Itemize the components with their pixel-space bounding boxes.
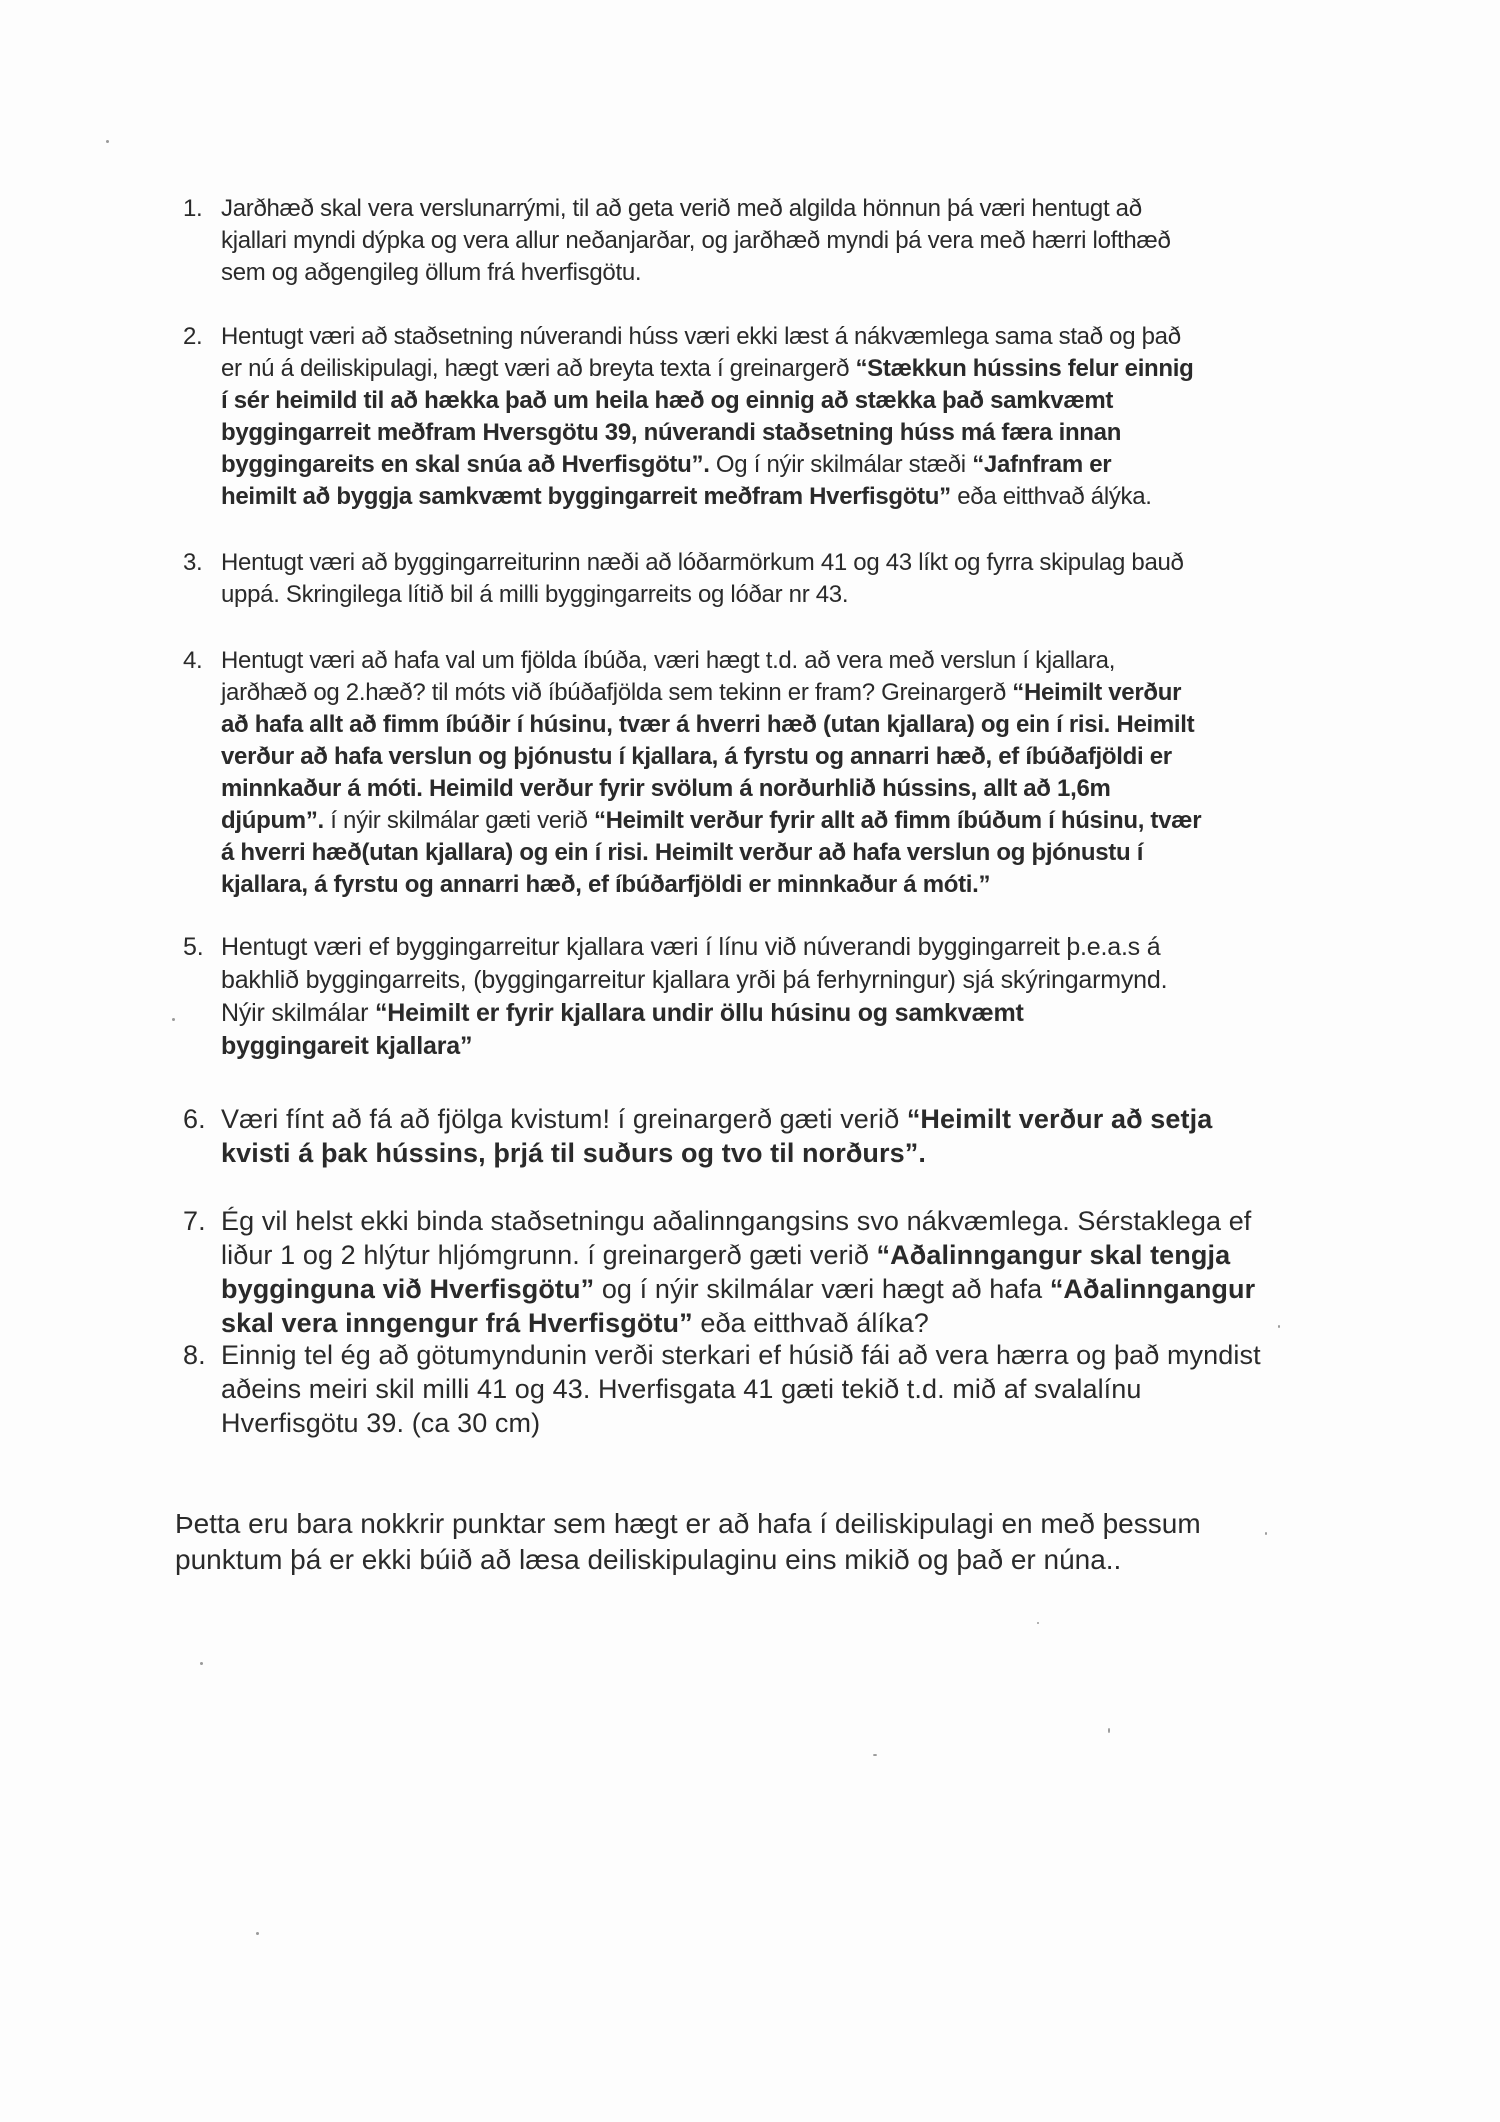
list-item-6 xyxy=(183,1102,1398,1170)
item-number: 7. xyxy=(183,1206,206,1236)
quoted-text: byggingareits en skal snúa að Hverfisgötu”. xyxy=(221,451,710,478)
quoted-text: “Heimilt verður að setja xyxy=(906,1104,1213,1134)
quoted-text: djúpum”. xyxy=(221,807,324,834)
quoted-text: “Heimilt er fyrir kjallara undir öllu húsinu og samkvæmt xyxy=(374,999,1024,1027)
text-run: eða eitthvað álíka? xyxy=(692,1308,929,1338)
quoted-text: “Aðalinngangur skal tengja xyxy=(876,1240,1231,1270)
item-text xyxy=(221,931,1398,1063)
text-line xyxy=(221,837,1398,869)
item-text xyxy=(221,1338,1398,1440)
text-run: jarðhæð og 2.hæð? til móts við íbúðafjölda sem tekinn er fram? Greinargerð xyxy=(221,679,1013,706)
scan-speck xyxy=(200,1662,203,1665)
text-line xyxy=(221,964,1398,997)
text-line xyxy=(221,449,1398,481)
item-text xyxy=(221,645,1398,901)
text-line xyxy=(221,1102,1398,1136)
text-line xyxy=(221,1030,1398,1063)
quoted-text: heimilt að byggja samkvæmt byggingarreit meðfram Hverfisgötu” xyxy=(221,483,951,510)
text-line xyxy=(221,869,1398,901)
text-run: liður 1 og 2 hlýtur hljómgrunn. í greinargerð gæti verið xyxy=(221,1240,877,1270)
text-run: Einnig tel ég að götumyndunin verði sterkari ef húsið fái að vera hærra og það myndist xyxy=(221,1340,1261,1370)
quoted-text: “Heimilt verður xyxy=(1012,679,1182,706)
text-run: er nú á deiliskipulagi, hægt væri að breyta texta í greinargerð xyxy=(221,355,856,382)
list-item-8 xyxy=(183,1338,1398,1440)
item-text xyxy=(221,547,1398,611)
text-line xyxy=(221,385,1398,417)
text-line xyxy=(221,997,1398,1030)
quoted-text: byggingareit kjallara” xyxy=(221,1032,473,1060)
scan-speck xyxy=(873,1754,877,1756)
closing-line: punktum þá er ekki búið að læsa deiliskipulaginu eins mikið og það er núna.. xyxy=(175,1544,1122,1575)
item-text xyxy=(221,1102,1398,1170)
text-line xyxy=(221,1238,1398,1272)
text-line xyxy=(221,709,1398,741)
scan-speck xyxy=(172,1018,175,1021)
item-text xyxy=(221,193,1398,289)
text-line xyxy=(221,353,1398,385)
quoted-text: í sér heimild til að hækka það um heila hæð og einnig að stækka það samkvæmt xyxy=(221,387,1114,414)
text-run: Hentugt væri að hafa val um fjölda íbúða, væri hægt t.d. að vera með verslun í kjallara, xyxy=(221,647,1116,674)
scan-speck xyxy=(256,1932,259,1935)
quoted-text: minnkaður á móti. Heimild verður fyrir svölum á norðurhlið hússins, allt að 1,6m xyxy=(221,775,1111,802)
text-line xyxy=(221,677,1398,709)
text-line xyxy=(221,1136,1398,1170)
quoted-text: bygginguna við Hverfisgötu” xyxy=(221,1274,595,1304)
text-run: Hentugt væri að staðsetning núverandi húss væri ekki læst á nákvæmlega sama stað og það xyxy=(221,323,1181,350)
text-line xyxy=(221,1338,1398,1372)
text-run: sem og aðgengileg öllum frá hverfisgötu. xyxy=(221,259,642,286)
text-run: Hverfisgötu 39. (ca 30 cm) xyxy=(221,1408,541,1438)
text-run: uppá. Skringilega lítið bil á milli byggingarreits og lóðar nr 43. xyxy=(221,581,849,608)
quoted-text: “Heimilt verður fyrir allt að fimm íbúðum í húsinu, tvær xyxy=(593,807,1202,834)
text-run: eða eitthvað álýka. xyxy=(950,483,1152,510)
text-line xyxy=(221,741,1398,773)
scan-speck xyxy=(1108,1728,1110,1733)
quoted-text: kvisti á þak hússins, þrjá til suðurs og tvo til norðurs”. xyxy=(221,1138,926,1168)
quoted-text: kjallara, á fyrstu og annarri hæð, ef íbúðarfjöldi er minnkaður á móti.” xyxy=(221,871,991,898)
list-item-4 xyxy=(183,645,1398,901)
quoted-text: “Aðalinngangur xyxy=(1049,1274,1256,1304)
text-run: Ég vil helst ekki binda staðsetningu aðalinngangsins svo nákvæmlega. Sérstaklega ef xyxy=(221,1206,1252,1236)
text-run: Jarðhæð skal vera verslunarrými, til að geta verið með algilda hönnun þá væri hentugt að xyxy=(221,195,1142,222)
list-item-7 xyxy=(183,1204,1398,1340)
scan-speck xyxy=(1265,1532,1267,1535)
quoted-text: “Jafnfram er xyxy=(972,451,1112,478)
text-line xyxy=(221,481,1398,513)
text-line xyxy=(221,805,1398,837)
list-item-1 xyxy=(183,193,1398,289)
text-run: og í nýir skilmálar væri hægt að hafa xyxy=(594,1274,1050,1304)
quoted-text: á hverri hæð(utan kjallara) og ein í risi. Heimilt verður að hafa verslun og þjónustu í xyxy=(221,839,1144,866)
closing-line: Þetta eru bara nokkrir punktar sem hægt er að hafa í deiliskipulagi en með þessum xyxy=(175,1508,1201,1539)
text-line xyxy=(221,1204,1398,1238)
quoted-text: skal vera inngengur frá Hverfisgötu” xyxy=(221,1308,693,1338)
text-run: í nýir skilmálar gæti verið xyxy=(323,807,594,834)
item-number: 1. xyxy=(183,195,203,222)
text-line xyxy=(221,1406,1398,1440)
item-number: 6. xyxy=(183,1104,206,1134)
quoted-text: “Stækkun hússins felur einnig xyxy=(855,355,1194,382)
text-line xyxy=(221,417,1398,449)
text-line xyxy=(221,1272,1398,1306)
text-line xyxy=(221,547,1398,579)
text-run: aðeins meiri skil milli 41 og 43. Hverfisgata 41 gæti tekið t.d. mið af svalalínu xyxy=(221,1374,1142,1404)
text-line xyxy=(221,321,1398,353)
item-number: 8. xyxy=(183,1340,206,1370)
list-item-2 xyxy=(183,321,1398,513)
text-line xyxy=(221,1306,1398,1340)
list-item-5 xyxy=(183,931,1398,1063)
scan-speck xyxy=(106,140,109,143)
item-text xyxy=(221,321,1398,513)
text-line xyxy=(221,773,1398,805)
item-number: 5. xyxy=(183,933,204,961)
list-item-3 xyxy=(183,547,1398,611)
quoted-text: verður að hafa verslun og þjónustu í kjallara, á fyrstu og annarri hæð, ef íbúðafjöldi er xyxy=(221,743,1172,770)
text-run: kjallari myndi dýpka og vera allur neðanjarðar, og jarðhæð myndi þá vera með hærri lofthæð xyxy=(221,227,1171,254)
text-run: Hentugt væri að byggingarreiturinn næði að lóðarmörkum 41 og 43 líkt og fyrra skipulag bauð xyxy=(221,549,1184,576)
text-line xyxy=(221,257,1398,289)
item-number: 4. xyxy=(183,647,203,674)
item-text xyxy=(221,1204,1398,1340)
quoted-text: að hafa allt að fimm íbúðir í húsinu, tvær á hverri hæð (utan kjallara) og ein í risi. Heimilt xyxy=(221,711,1195,738)
text-run: bakhlið byggingarreits, (byggingarreitur kjallara yrði þá ferhyrningur) sjá skýringarmynd. xyxy=(221,966,1168,994)
text-run: Og í nýir skilmálar stæði xyxy=(709,451,973,478)
text-run: Nýir skilmálar xyxy=(221,999,375,1027)
quoted-text: byggingarreit meðfram Hversgötu 39, núverandi staðsetning húss má færa innan xyxy=(221,419,1122,446)
scan-speck xyxy=(1278,1325,1280,1328)
scan-speck xyxy=(1037,1622,1039,1624)
item-number: 2. xyxy=(183,323,203,350)
text-line xyxy=(221,1372,1398,1406)
text-line xyxy=(221,225,1398,257)
text-line xyxy=(221,645,1398,677)
item-number: 3. xyxy=(183,549,203,576)
text-run: Hentugt væri ef byggingarreitur kjallara væri í línu við núverandi byggingarreit þ.e.a.s á xyxy=(221,933,1161,961)
closing-paragraph xyxy=(175,1506,1201,1578)
text-run: Væri fínt að fá að fjölga kvistum! í greinargerð gæti verið xyxy=(221,1104,907,1134)
text-line xyxy=(221,931,1398,964)
text-line xyxy=(221,579,1398,611)
text-line xyxy=(221,193,1398,225)
